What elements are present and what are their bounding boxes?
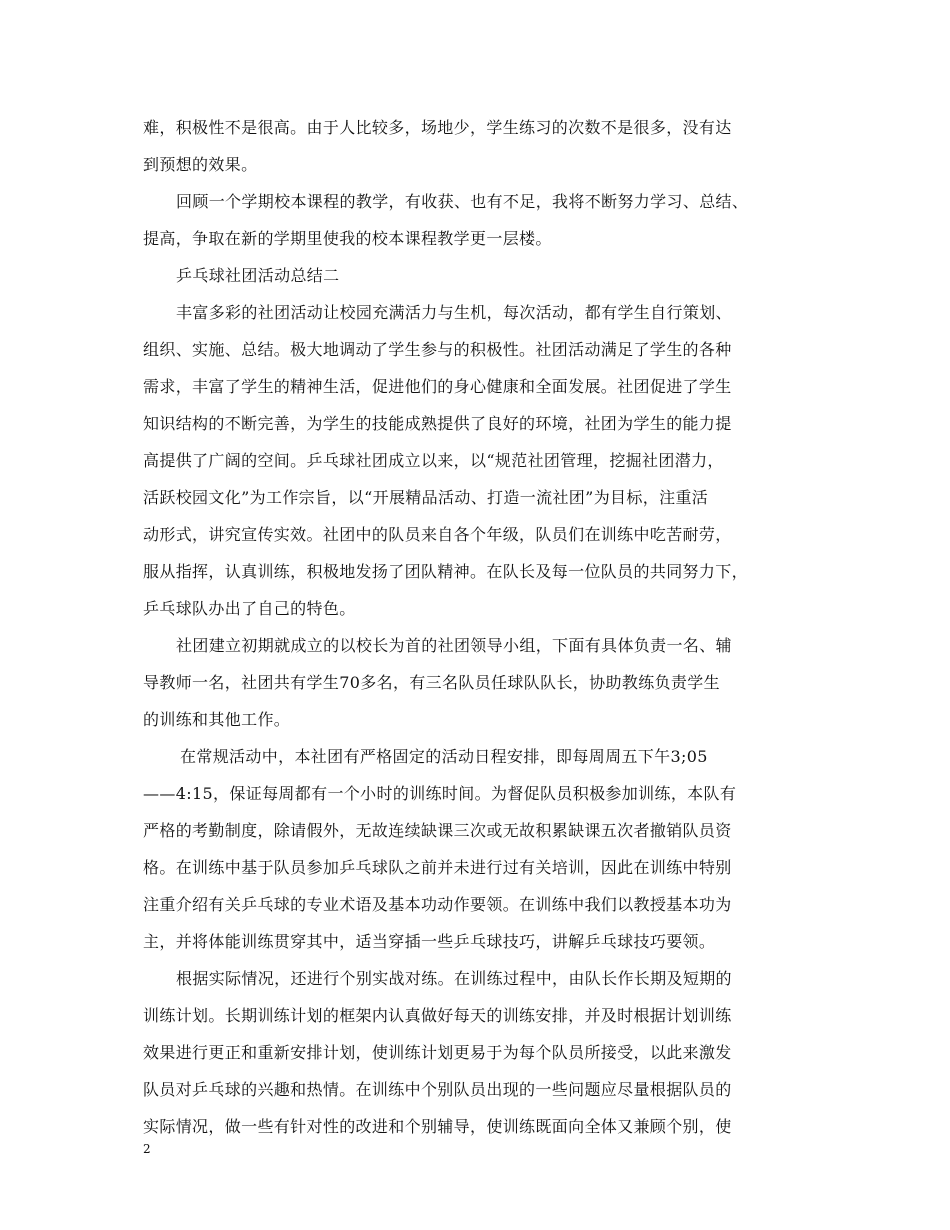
text-line: 需求，丰富了学生的精神生活，促进他们的身心健康和全面发展。社团促进了学生 bbox=[143, 377, 732, 396]
text-line: 知识结构的不断完善，为学生的技能成熟提供了良好的环境，社团为学生的能力提 bbox=[143, 414, 732, 433]
text-line: 导教师一名，社团共有学生70多名，有三名队员任球队队长，协助教练负责学生 bbox=[143, 673, 720, 692]
text-line: 难，积极性不是很高。由于人比较多，场地少，学生练习的次数不是很多，没有达 bbox=[143, 118, 732, 137]
text-line: 动形式，讲究宣传实效。社团中的队员来自各个年级，队员们在训练中吃苦耐劳， bbox=[143, 525, 732, 544]
text-line: 高提供了广阔的空间。乒乓球社团成立以来，以“规范社团管理，挖掘社团潜力， bbox=[143, 451, 724, 470]
text-line: 活跃校园文化”为工作宗旨，以“开展精品活动、打造一流社团”为目标，注重活 bbox=[143, 488, 709, 507]
page-number: 2 bbox=[143, 1142, 151, 1156]
text-line: 的训练和其他工作。 bbox=[143, 710, 291, 729]
text-line: 训练计划。长期训练计划的框架内认真做好每天的训练安排，并及时根据计划训练 bbox=[143, 1006, 732, 1025]
text-line: 丰富多彩的社团活动让校园充满活力与生机，每次活动，都有学生自行策划、 bbox=[176, 303, 732, 322]
text-line: 回顾一个学期校本课程的教学，有收获、也有不足，我将不断努力学习、总结、 bbox=[176, 192, 749, 211]
text-line: 到预想的效果。 bbox=[143, 155, 258, 174]
text-line: 实际情况，做一些有针对性的改进和个别辅导，使训练既面向全体又兼顾个别，使 bbox=[143, 1117, 732, 1136]
text-line: 队员对乒乓球的兴趣和热情。在训练中个别队员出现的一些问题应尽量根据队员的 bbox=[143, 1080, 732, 1099]
text-line: 注重介绍有关乒乓球的专业术语及基本功动作要领。在训练中我们以教授基本功为 bbox=[143, 895, 732, 914]
text-line: 根据实际情况，还进行个别实战对练。在训练过程中，由队长作长期及短期的 bbox=[176, 969, 732, 988]
text-line: 在常规活动中，本社团有严格固定的活动日程安排，即每周周五下午3;05 bbox=[180, 747, 708, 766]
section-heading: 乒乓球社团活动总结二 bbox=[176, 266, 340, 285]
text-line: 组织、实施、总结。极大地调动了学生参与的积极性。社团活动满足了学生的各种 bbox=[143, 340, 732, 359]
text-line: 提高，争取在新的学期里使我的校本课程教学更一层楼。 bbox=[143, 229, 552, 248]
text-line: 严格的考勤制度，除请假外，无故连续缺课三次或无故积累缺课五次者撤销队员资 bbox=[143, 821, 732, 840]
text-line: 效果进行更正和重新安排计划，使训练计划更易于为每个队员所接受，以此来激发 bbox=[143, 1043, 732, 1062]
text-line: 乒乓球队办出了自己的特色。 bbox=[143, 599, 356, 618]
text-line: 社团建立初期就成立的以校长为首的社团领导小组，下面有具体负责一名、辅 bbox=[176, 636, 732, 655]
text-line: 格。在训练中基于队员参加乒乓球队之前并未进行过有关培训，因此在训练中特别 bbox=[143, 858, 732, 877]
text-line: ——4:15，保证每周都有一个小时的训练时间。为督促队员积极参加训练，本队有 bbox=[143, 784, 737, 803]
text-line: 服从指挥，认真训练，积极地发扬了团队精神。在队长及每一位队员的共同努力下， bbox=[143, 562, 748, 581]
text-line: 主，并将体能训练贯穿其中，适当穿插一些乒乓球技巧，讲解乒乓球技巧要领。 bbox=[143, 932, 716, 951]
